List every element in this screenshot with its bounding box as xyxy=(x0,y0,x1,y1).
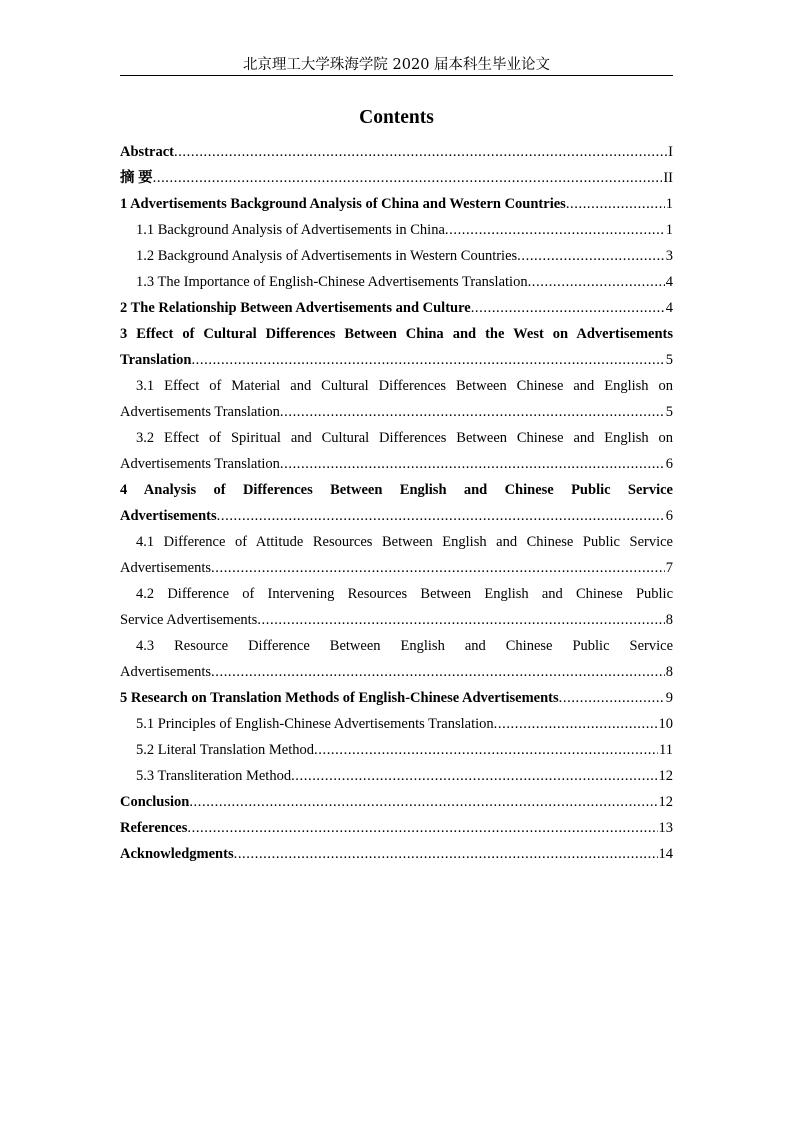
toc-entry[interactable] xyxy=(120,139,673,165)
toc-entry-title-line: Acknowledgments xyxy=(120,846,234,862)
dot-leader xyxy=(566,191,665,217)
toc-entry-title-line: 4 Analysis of Differences Between English and Chinese Public Service xyxy=(120,482,673,498)
toc-entry-title-line: 4.2 Difference of Intervening Resources Between English and Chinese Public xyxy=(136,586,673,602)
toc-page-number: 5 xyxy=(665,352,673,368)
toc-page-number: 6 xyxy=(665,456,673,472)
toc-entry-title-line: Service Advertisements xyxy=(120,612,258,628)
toc-entry-title-line: Advertisements Translation xyxy=(120,404,280,420)
dot-leader xyxy=(559,685,665,711)
toc-entry[interactable] xyxy=(120,295,673,321)
toc-page-number: 5 xyxy=(665,404,673,420)
toc-entry-title-line: 3.2 Effect of Spiritual and Cultural Differences Between Chinese and English on xyxy=(136,430,673,446)
dot-leader xyxy=(280,399,665,425)
dot-leader xyxy=(234,841,658,867)
toc-entry[interactable] xyxy=(120,789,673,815)
toc-entry[interactable] xyxy=(120,425,673,477)
toc-entry[interactable] xyxy=(120,373,673,425)
toc-page-number: I xyxy=(668,144,673,160)
toc-entry[interactable] xyxy=(120,841,673,867)
toc-entry-title-line: Abstract xyxy=(120,144,174,160)
toc-page-number: 14 xyxy=(658,846,673,862)
toc-page-number: 1 xyxy=(665,222,673,238)
toc-entry-title-line: 5.1 Principles of English-Chinese Advertisements Translation xyxy=(136,716,494,732)
toc-entry[interactable] xyxy=(120,581,673,633)
toc-entry-title-line: 5 Research on Translation Methods of English-Chinese Advertisements xyxy=(120,690,559,706)
toc-page-number: 9 xyxy=(665,690,673,706)
dot-leader xyxy=(314,737,658,763)
toc-entry-title-line: 1.2 Background Analysis of Advertisements in Western Countries xyxy=(136,248,518,264)
toc-entry[interactable] xyxy=(120,737,673,763)
dot-leader xyxy=(280,451,665,477)
dot-leader xyxy=(494,711,658,737)
toc-entry[interactable] xyxy=(120,633,673,685)
toc-entry[interactable] xyxy=(120,191,673,217)
toc-entry-title-line: Advertisements xyxy=(120,560,212,576)
toc-entry[interactable] xyxy=(120,529,673,581)
toc-entry[interactable] xyxy=(120,763,673,789)
toc-entry-title-line: 摘 要 xyxy=(120,170,153,186)
dot-leader xyxy=(528,269,665,295)
toc-entry[interactable] xyxy=(120,477,673,529)
toc-page-number: 8 xyxy=(665,612,673,628)
dot-leader xyxy=(471,295,665,321)
dot-leader xyxy=(291,763,657,789)
dot-leader xyxy=(191,347,664,373)
toc-entry-title-line: 1 Advertisements Background Analysis of China and Western Countries xyxy=(120,196,566,212)
dot-leader xyxy=(257,607,664,633)
toc-page-number: 4 xyxy=(665,274,673,290)
toc-page-number: 6 xyxy=(665,508,673,524)
dot-leader xyxy=(189,789,657,815)
toc-entry-title-line: 3 Effect of Cultural Differences Between China and the West on Advertisements xyxy=(120,326,673,342)
toc-entry-title-line: Conclusion xyxy=(120,794,190,810)
toc-entry[interactable] xyxy=(120,165,673,191)
toc-entry-title-line: 5.2 Literal Translation Method xyxy=(136,742,315,758)
toc-title: Contents xyxy=(359,107,434,128)
running-header: 北京理工大学珠海学院 2020 届本科生毕业论文 xyxy=(242,57,551,73)
toc-page-number: 7 xyxy=(665,560,673,576)
toc-entry-title-line: 2 The Relationship Between Advertisements and Culture xyxy=(120,300,471,316)
toc-page-number: 4 xyxy=(665,300,673,316)
toc-entry[interactable] xyxy=(120,321,673,373)
toc-entry[interactable] xyxy=(120,685,673,711)
toc-entry-title-line: 3.1 Effect of Material and Cultural Differences Between Chinese and English on xyxy=(136,378,673,394)
dot-leader xyxy=(187,815,657,841)
toc-page-number: 1 xyxy=(665,196,673,212)
dot-leader xyxy=(217,503,665,529)
toc-entry[interactable] xyxy=(120,711,673,737)
toc-entry[interactable] xyxy=(120,243,673,269)
toc-page-number: 10 xyxy=(658,716,673,732)
dot-leader xyxy=(153,165,663,191)
toc-entry-title-line: 1.1 Background Analysis of Advertisements in China xyxy=(136,222,445,238)
toc-entry-title-line: 4.1 Difference of Attitude Resources Between English and Chinese Public Service xyxy=(136,534,673,550)
dot-leader xyxy=(517,243,665,269)
dot-leader xyxy=(445,217,665,243)
toc-entry-title-line: Advertisements Translation xyxy=(120,456,280,472)
table-of-contents xyxy=(120,139,673,867)
toc-page-number: 12 xyxy=(658,794,673,810)
toc-entry[interactable] xyxy=(120,815,673,841)
toc-page-number: 11 xyxy=(659,742,673,758)
toc-entry-title-line: Advertisements xyxy=(120,508,217,524)
toc-entry-title-line: 5.3 Transliteration Method xyxy=(136,768,292,784)
toc-entry-title-line: References xyxy=(120,820,188,836)
toc-page-number: 12 xyxy=(658,768,673,784)
toc-page-number: 3 xyxy=(665,248,673,264)
toc-entry-title-line: Advertisements xyxy=(120,664,212,680)
toc-entry-title-line: Translation xyxy=(120,352,192,368)
toc-entry-title-line: 1.3 The Importance of English-Chinese Advertisements Translation xyxy=(136,274,528,290)
dot-leader xyxy=(211,659,665,685)
toc-entry[interactable] xyxy=(120,269,673,295)
toc-page-number: II xyxy=(663,170,673,186)
toc-entry-title-line: 4.3 Resource Difference Between English and Chinese Public Service xyxy=(136,638,673,654)
toc-page-number: 8 xyxy=(665,664,673,680)
dot-leader xyxy=(174,139,667,165)
dot-leader xyxy=(211,555,665,581)
header-rule xyxy=(120,75,673,76)
toc-page-number: 13 xyxy=(658,820,673,836)
toc-entry[interactable] xyxy=(120,217,673,243)
